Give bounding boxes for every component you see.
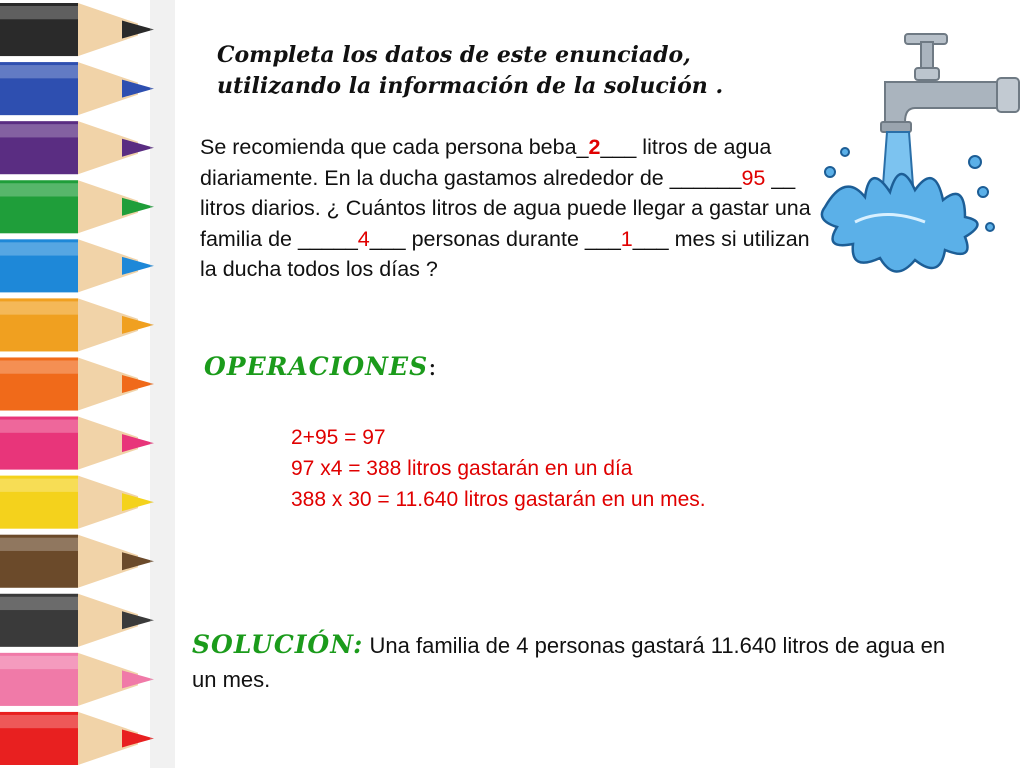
heading-line-1: Completa los datos de este enunciado, [217, 42, 691, 68]
problem-text-3: __ litros diarios. ¿ Cuántos litros de agua puede llegar a gastar una familia de _____ [200, 165, 811, 251]
pencil-icon [0, 417, 154, 470]
pencil-icon [0, 712, 154, 765]
pencil-icon [0, 3, 154, 56]
solution-text: Una familia de 4 personas gastará 11.640 litros de agua en un mes. [192, 633, 946, 692]
colored-pencils-decoration [0, 0, 175, 768]
water-splash-icon [822, 132, 994, 272]
answer-family-size: 4 [357, 226, 370, 251]
instruction-heading [217, 40, 777, 102]
problem-text-2: ___ litros de agua diariamente. En la ducha gastamos alrededor de ______ [200, 135, 772, 190]
solution-label: SOLUCIÓN: [192, 630, 364, 659]
pencil-icon [0, 594, 154, 647]
problem-statement [200, 132, 822, 285]
pencil-icon [0, 62, 154, 115]
pencil-icon [0, 239, 154, 292]
pencil-shadow [150, 0, 175, 768]
pencil-icon [0, 357, 154, 410]
problem-text-5: ___ mes si utilizan la ducha todos los días ? [200, 226, 810, 281]
problem-text-1: Se recomienda que cada persona beba_ [200, 135, 589, 159]
answer-liters-per-person: 2 [588, 135, 601, 159]
operations-heading [204, 352, 438, 381]
operations-list [291, 422, 791, 515]
answer-shower-liters: 95 [741, 165, 766, 190]
pencil-icon [0, 298, 154, 351]
solution-statement [192, 628, 952, 697]
pencil-icon [0, 121, 154, 174]
pencil-icon [0, 180, 154, 233]
pencil-icon [0, 653, 154, 706]
answer-months: 1 [620, 226, 633, 251]
water-faucet-illustration [815, 22, 1024, 287]
operation-line-1: 2+95 = 97 [291, 426, 386, 449]
heading-line-2: utilizando la información de la solución . [217, 73, 724, 99]
operation-line-3: 388 x 30 = 11.640 litros gastarán en un mes. [291, 488, 706, 511]
problem-text-4: ___ personas durante ___ [369, 226, 621, 251]
operations-label: OPERACIONES [204, 352, 429, 381]
operation-line-2: 97 x4 = 388 litros gastarán en un día [291, 457, 633, 480]
pencil-icon [0, 535, 154, 588]
pencil-icon [0, 476, 154, 529]
faucet-icon [881, 34, 1019, 132]
operations-colon: : [428, 352, 438, 381]
